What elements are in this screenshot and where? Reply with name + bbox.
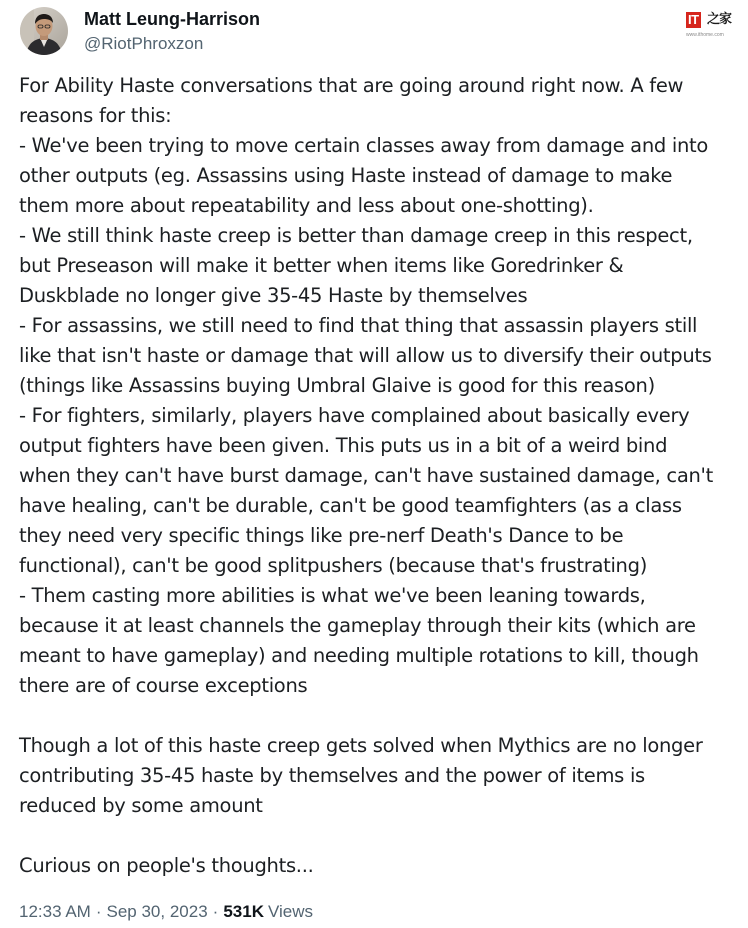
tweet-line: reduced by some amount [19,794,263,817]
tweet-line: but Preseason will make it better when items like Goredrinker & [19,254,624,277]
watermark-url: www.ithome.com [686,32,724,38]
tweet-line: other outputs (eg. Assassins using Haste instead of damage to make [19,164,673,187]
ithome-watermark [686,8,738,44]
tweet-text [19,71,733,881]
views-label: Views [267,902,314,921]
views-count[interactable]: 531K [223,902,264,921]
tweet-meta [19,901,313,923]
tweet-line: they need very specific things like pre-nerf Death's Dance to be [19,524,624,547]
author-display-name[interactable]: Matt Leung-Harrison [84,8,261,29]
paragraph-gap [19,821,733,851]
tweet-line: have healing, can't be durable, can't be good teamfighters (as a class [19,494,682,517]
avatar-photo-icon [20,7,68,55]
tweet-line: because it at least channels the gameplay through their kits (which are [19,614,696,637]
tweet-line: meant to have gameplay) and needing multiple rotations to kill, though [19,644,699,667]
tweet-line: Though a lot of this haste creep gets solved when Mythics are no longer [19,734,703,757]
tweet-line: there are of course exceptions [19,674,308,697]
watermark-logo-text: 之家 [707,12,732,27]
meta-separator: · [95,902,102,921]
tweet-line: reasons for this: [19,104,172,127]
tweet-paragraph-1 [19,71,733,701]
tweet-line: - We've been trying to move certain classes away from damage and into [19,134,709,157]
tweet-line: - Them casting more abilities is what we've been leaning towards, [19,584,646,607]
paragraph-gap [19,701,733,731]
tweet-line: - For assassins, we still need to find that thing that assassin players still [19,314,698,337]
tweet-line: - We still think haste creep is better than damage creep in this respect, [19,224,693,247]
watermark-logo-badge: IT [688,12,699,27]
tweet-paragraph-2 [19,731,733,821]
tweet-line: Curious on people's thoughts... [19,854,314,877]
tweet-paragraph-3 [19,851,733,881]
tweet-header [20,6,260,56]
tweet-line: output fighters have been given. This puts us in a bit of a weird bind [19,434,668,457]
avatar[interactable] [20,7,68,55]
tweet-time-link[interactable]: 12:33 AM [19,902,91,921]
tweet-line: For Ability Haste conversations that are going around right now. A few [19,74,684,97]
tweet-line: contributing 35-45 haste by themselves and the power of items is [19,764,645,787]
tweet-line: like that isn't haste or damage that will allow us to diversify their outputs [19,344,712,367]
meta-separator: · [212,902,219,921]
author-names[interactable] [84,8,260,55]
tweet-line: them more about repeatability and less about one-shotting). [19,194,594,217]
tweet-line: when they can't have burst damage, can't have sustained damage, can't [19,464,713,487]
tweet-date-link[interactable]: Sep 30, 2023 [106,902,208,921]
tweet-line: functional), can't be good splitpushers (because that's frustrating) [19,554,648,577]
author-handle[interactable]: @RiotPhroxzon [84,33,204,53]
tweet-line: (things like Assassins buying Umbral Glaive is good for this reason) [19,374,655,397]
tweet-line: - For fighters, similarly, players have complained about basically every [19,404,690,427]
tweet-line: Duskblade no longer give 35-45 Haste by themselves [19,284,528,307]
